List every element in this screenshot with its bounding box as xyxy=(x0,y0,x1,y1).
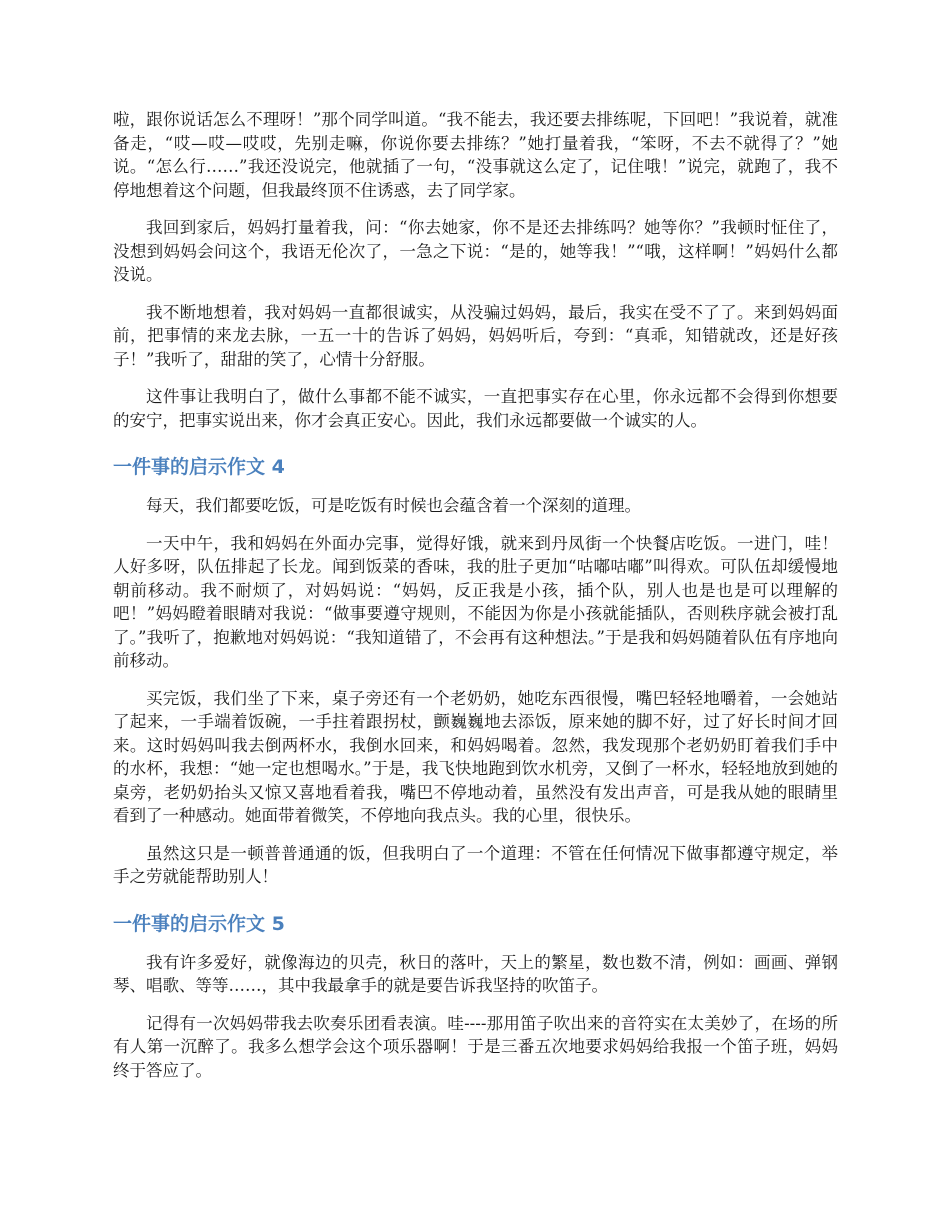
paragraph-9: 我有许多爱好，就像海边的贝壳，秋日的落叶，天上的繁星，数也数不清，例如：画画、弹钢琴、唱歌、等等……，其中我最拿手的就是要告诉我坚持的吹笛子。 xyxy=(113,952,838,995)
paragraph-1: 啦，跟你说话怎么不理呀！”那个同学叫道。“我不能去，我还要去排练呢，下回吧！”我说着，就准备走，“哎—哎—哎哎，先别走嘛，你说你要去排练？”她打量着我，“笨呀，不去不就得了？”她说。“怎么行……”我还没说完，他就插了一句，“没事就这么定了，记住哦！”说完，就跑了，我不停地想着这个问题，但我最终顶不住诱惑，去了同学家。 xyxy=(113,110,838,200)
paragraph-3: 我不断地想着，我对妈妈一直都很诚实，从没骗过妈妈，最后，我实在受不了了。来到妈妈面前，把事情的来龙去脉，一五一十的告诉了妈妈，妈妈听后，夸到：“真乖，知错就改，还是好孩子！”我听了，甜甜的笑了，心情十分舒服。 xyxy=(113,302,838,369)
paragraph-8: 虽然这只是一顿普普通通的饭，但我明白了一个道理：不管在任何情况下做事都遵守规定，举手之劳就能帮助别人！ xyxy=(113,843,838,886)
document-page xyxy=(113,108,838,1096)
section-heading-4: 一件事的启示作文 4 xyxy=(113,456,285,478)
paragraph-7: 买完饭，我们坐了下来，桌子旁还有一个老奶奶，她吃东西很慢，嘴巴轻轻地嚼着，一会她站了起来，一手端着饭碗，一手拄着跟拐杖，颤巍巍地去添饭，原来她的脚不好，过了好长时间才回来。这时妈妈叫我去倒两杯水，我倒水回来，和妈妈喝着。忽然，我发现那个老奶奶盯着我们手中的水杯，我想：“她一定也想喝水。”于是，我飞快地跑到饮水机旁，又倒了一杯水，轻轻地放到她的桌旁，老奶奶抬头又惊又喜地看着我，嘴巴不停地动着，虽然没有发出声音，可是我从她的眼睛里看到了一种感动。她面带着微笑，不停地向我点头。我的心里，很快乐。 xyxy=(113,688,838,825)
paragraph-2: 我回到家后，妈妈打量着我，问：“你去她家，你不是还去排练吗？她等你？”我顿时怔住了，没想到妈妈会问这个，我语无伦次了，一急之下说：“是的，她等我！”“哦，这样啊！”妈妈什么都没说。 xyxy=(113,218,838,284)
paragraph-10: 记得有一次妈妈带我去吹奏乐团看表演。哇----那用笛子吹出来的音符实在太美妙了，在场的所有人第一沉醉了。我多么想学会这个项乐器啊！于是三番五次地要求妈妈给我报一个笛子班，妈妈终于答应了。 xyxy=(113,1013,838,1080)
paragraph-6: 一天中午，我和妈妈在外面办完事，觉得好饿，就来到丹凤街一个快餐店吃饭。一进门，哇！人好多呀，队伍排起了长龙。闻到饭菜的香味，我的肚子更加“咕嘟咕嘟”叫得欢。可队伍却缓慢地朝前移动。我不耐烦了，对妈妈说：“妈妈，反正我是小孩，插个队，别人也是也是可以理解的吧！”妈妈瞪着眼睛对我说：“做事要遵守规则，不能因为你是小孩就能插队，否则秩序就会被打乱了。”我听了，抱歉地对妈妈说：“我知道错了，不会再有这种想法。”于是我和妈妈随着队伍有序地向前移动。 xyxy=(113,533,838,670)
section-heading-5: 一件事的启示作文 5 xyxy=(113,912,285,935)
paragraph-5: 每天，我们都要吃饭，可是吃饭有时候也会蕴含着一个深刻的道理。 xyxy=(146,496,641,515)
paragraph-4: 这件事让我明白了，做什么事都不能不诚实，一直把事实存在心里，你永远都不会得到你想要的安宁，把事实说出来，你才会真正安心。因此，我们永远都要做一个诚实的人。 xyxy=(113,387,838,430)
